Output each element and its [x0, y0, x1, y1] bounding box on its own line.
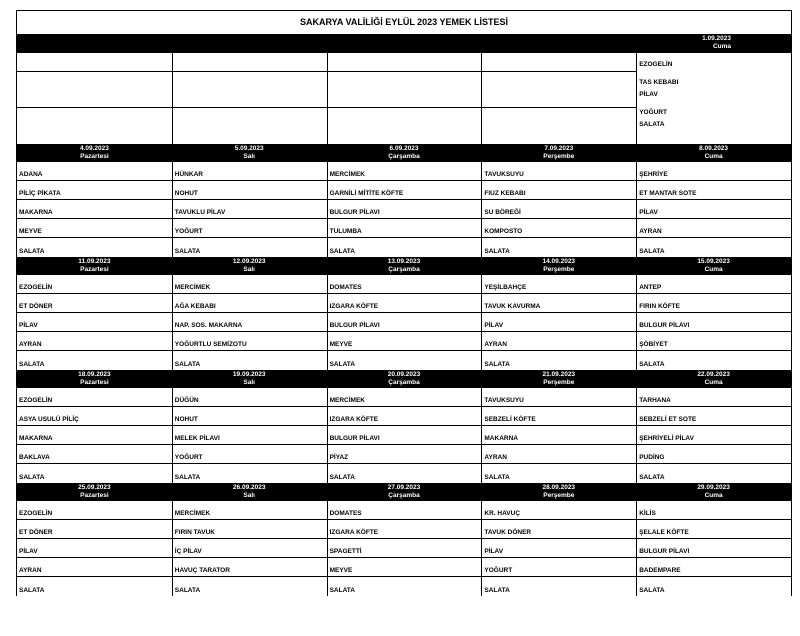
menu-item: AYRAN	[636, 219, 791, 238]
menu-item: YOĞURT	[481, 558, 636, 577]
menu-item: PİLİÇ PİKATA	[17, 181, 172, 200]
menu-row	[17, 313, 791, 332]
menu-item: ŞÖBİYET	[636, 332, 791, 351]
menu-item: SALATA	[481, 351, 636, 370]
menu-item: SPAGETTİ	[327, 539, 482, 558]
day-header	[636, 144, 791, 162]
menu-row	[17, 219, 791, 238]
day-date: 1.09.2023	[702, 35, 731, 42]
day-date: 28.09.2023	[542, 484, 576, 491]
menu-item: PİLAV	[481, 539, 636, 558]
day-name: Perşembe	[543, 266, 575, 273]
day-date: 25.09.2023	[78, 484, 111, 491]
menu-sheet	[16, 10, 792, 596]
menu-item: TAVUKSUYU	[481, 388, 636, 407]
menu-item: SALATA	[172, 577, 327, 596]
menu-item: YEŞİLBAHÇE	[481, 275, 636, 294]
menu-item: ŞEHRİYE	[636, 162, 791, 181]
menu-item: YOĞURTLU SEMİZOTU	[172, 332, 327, 351]
day-date: 21.09.2023	[542, 371, 576, 378]
day-date: 11.09.2023	[78, 258, 111, 265]
day-name: Salı	[243, 379, 255, 386]
menu-item: EZOGELİN	[17, 501, 172, 520]
menu-row	[17, 238, 791, 257]
day-header	[17, 257, 172, 275]
menu-item: SALATA	[636, 351, 791, 370]
week-body	[17, 388, 791, 483]
menu-item: TAVUKLU PİLAV	[172, 200, 327, 219]
day-date: 4.09.2023	[79, 145, 109, 152]
menu-item: ET DÖNER	[17, 294, 172, 313]
menu-item: AYRAN	[17, 332, 172, 351]
day-header	[327, 144, 482, 162]
menu-item: MERCİMEK	[172, 275, 327, 294]
day-name: Pazartesi	[80, 266, 109, 273]
empty-day-column	[17, 52, 172, 144]
menu-item: SALATA	[636, 464, 791, 483]
day-date: 7.09.2023	[544, 145, 574, 152]
menu-item: AYRAN	[17, 558, 172, 577]
menu-item: ŞELALE KÖFTE	[636, 520, 791, 539]
menu-item: SALATA	[481, 577, 636, 596]
menu-item: SALATA	[639, 121, 665, 128]
day-header	[636, 483, 791, 501]
menu-row	[17, 275, 791, 294]
menu-item: PİLAV	[639, 91, 658, 98]
menu-item: SALATA	[327, 351, 482, 370]
menu-item: IZGARA KÖFTE	[327, 294, 482, 313]
menu-item: MERCİMEK	[327, 388, 482, 407]
menu-item: SALATA	[636, 238, 791, 257]
day-date: 14.09.2023	[542, 258, 576, 265]
menu-item: ANTEP	[636, 275, 791, 294]
menu-item: HÜNKAR	[172, 162, 327, 181]
menu-item: ET MANTAR SOTE	[636, 181, 791, 200]
day-header	[17, 370, 172, 388]
menu-item: TAVUK DÖNER	[481, 520, 636, 539]
day-name: Çarşamba	[388, 266, 420, 273]
day-header	[636, 257, 791, 275]
menu-item: PUDİNG	[636, 445, 791, 464]
week-body	[17, 162, 791, 257]
menu-item: PİLAV	[481, 313, 636, 332]
menu-item: BAKLAVA	[17, 445, 172, 464]
menu-item: MAKARNA	[481, 426, 636, 445]
menu-item: MAKARNA	[17, 200, 172, 219]
menu-row	[17, 520, 791, 539]
menu-item: MELEK PİLAVI	[172, 426, 327, 445]
menu-item: MEYVE	[327, 558, 482, 577]
menu-item: SALATA	[172, 351, 327, 370]
menu-item: MERCİMEK	[327, 162, 482, 181]
menu-row	[17, 577, 791, 596]
menu-item: SEBZELİ ET SOTE	[636, 407, 791, 426]
menu-item: SALATA	[327, 238, 482, 257]
menu-item: PİLAV	[17, 539, 172, 558]
day-date: 27.09.2023	[387, 484, 421, 491]
day-header	[172, 257, 327, 275]
menu-item: SALATA	[19, 587, 45, 594]
day-name: Salı	[243, 266, 255, 273]
week-body	[17, 501, 791, 596]
menu-item: FIUZ KEBABI	[481, 181, 636, 200]
menu-item: AYRAN	[481, 332, 636, 351]
menu-item: ASYA USULÜ PİLİÇ	[17, 407, 172, 426]
menu-item: PİLAV	[636, 200, 791, 219]
menu-item: SALATA	[172, 464, 327, 483]
day-date: 19.09.2023	[232, 371, 266, 378]
menu-item: YOĞURT	[639, 109, 667, 116]
menu-item: IZGARA KÖFTE	[327, 407, 482, 426]
menu-row	[17, 332, 791, 351]
day-name: Perşembe	[543, 492, 575, 499]
menu-item: MERCİMEK	[172, 501, 327, 520]
day-header	[481, 370, 636, 388]
menu-item: DÜĞÜN	[172, 388, 327, 407]
menu-item: SALATA	[19, 248, 45, 255]
day-date: 18.09.2023	[78, 371, 111, 378]
menu-item: SALATA	[636, 577, 791, 596]
menu-item: EZOGELİN	[17, 388, 172, 407]
day-date: 29.09.2023	[697, 484, 730, 491]
day-header	[636, 370, 791, 388]
day-date: 8.09.2023	[699, 145, 729, 152]
menu-item: KOMPOSTO	[481, 219, 636, 238]
menu-item: ŞEHRİYELİ PİLAV	[636, 426, 791, 445]
day-column	[636, 52, 791, 144]
menu-item: AYRAN	[481, 445, 636, 464]
menu-item: SALATA	[19, 361, 45, 368]
menu-item: PİYAZ	[327, 445, 482, 464]
menu-item: TAVUK KAVURMA	[481, 294, 636, 313]
menu-item: TULUMBA	[327, 219, 482, 238]
empty-day-column	[481, 52, 636, 144]
day-name: Çarşamba	[388, 379, 420, 386]
menu-item: TAS KEBABI	[639, 79, 679, 86]
menu-row	[17, 445, 791, 464]
menu-item: EZOGELİN	[17, 275, 172, 294]
day-header	[327, 370, 482, 388]
day-header	[481, 257, 636, 275]
day-header	[481, 144, 636, 162]
menu-item: TARHANA	[636, 388, 791, 407]
menu-item: MAKARNA	[17, 426, 172, 445]
menu-item: ADANA	[17, 162, 172, 181]
menu-row	[17, 558, 791, 577]
menu-item: YOĞURT	[172, 445, 327, 464]
week-1-header	[17, 34, 791, 52]
menu-item: DOMATES	[327, 275, 482, 294]
menu-item: SALATA	[327, 577, 482, 596]
day-name: Perşembe	[543, 153, 575, 160]
menu-item: AĞA KEBABI	[172, 294, 327, 313]
day-date: 15.09.2023	[697, 258, 730, 265]
day-header	[17, 144, 172, 162]
empty-day-column	[327, 52, 482, 144]
menu-item: BADEMPARE	[636, 558, 791, 577]
week-header	[17, 370, 791, 388]
day-name: Çarşamba	[388, 492, 420, 499]
menu-item: SEBZELİ KÖFTE	[481, 407, 636, 426]
menu-item: NOHUT	[172, 181, 327, 200]
menu-item: BULGUR PİLAVI	[327, 426, 482, 445]
week-header	[17, 483, 791, 501]
menu-item: HAVUÇ TARATOR	[172, 558, 327, 577]
day-header	[636, 34, 791, 52]
week-1-body	[17, 52, 791, 144]
day-name: Salı	[243, 492, 255, 499]
day-header	[172, 483, 327, 501]
day-header	[327, 257, 482, 275]
day-header	[17, 483, 172, 501]
menu-item: FIRIN TAVUK	[172, 520, 327, 539]
menu-item: YOĞURT	[172, 219, 327, 238]
menu-item: MEYVE	[327, 332, 482, 351]
menu-row	[17, 388, 791, 407]
day-date: 20.09.2023	[387, 371, 421, 378]
day-name: Çarşamba	[388, 153, 420, 160]
menu-item: FIRIN KÖFTE	[636, 294, 791, 313]
menu-row	[17, 200, 791, 219]
menu-row	[17, 162, 791, 181]
menu-item: BULGUR PİLAVI	[327, 200, 482, 219]
menu-item: NAP. SOS. MAKARNA	[172, 313, 327, 332]
menu-item: SALATA	[481, 238, 636, 257]
day-name: Pazartesi	[80, 153, 109, 160]
day-name: Perşembe	[543, 379, 575, 386]
menu-item: SALATA	[327, 464, 482, 483]
day-date: 26.09.2023	[232, 484, 266, 491]
menu-item: SALATA	[481, 464, 636, 483]
day-name: Pazartesi	[80, 492, 109, 499]
day-header	[172, 144, 327, 162]
week-body	[17, 275, 791, 370]
day-header	[172, 370, 327, 388]
day-name: Pazartesi	[80, 379, 109, 386]
menu-row	[17, 464, 791, 483]
menu-item: SU BÖREĞİ	[481, 200, 636, 219]
menu-row	[17, 407, 791, 426]
menu-item: BULGUR PİLAVI	[636, 313, 791, 332]
day-date: 22.09.2023	[697, 371, 730, 378]
menu-row	[17, 181, 791, 200]
menu-item: NOHUT	[172, 407, 327, 426]
day-date: 6.09.2023	[389, 145, 419, 152]
day-name: Cuma	[704, 153, 723, 160]
menu-row	[17, 294, 791, 313]
menu-item: SALATA	[172, 238, 327, 257]
day-name: Cuma	[704, 266, 723, 273]
menu-item: KR. HAVUÇ	[481, 501, 636, 520]
week-header	[17, 257, 791, 275]
menu-row	[17, 426, 791, 445]
menu-item: EZOGELİN	[639, 61, 673, 68]
menu-item: TAVUKSUYU	[481, 162, 636, 181]
menu-item: ET DÖNER	[17, 520, 172, 539]
page-title: SAKARYA VALİLİĞİ EYLÜL 2023 YEMEK LİSTESİ	[17, 10, 791, 34]
menu-item: GARNİLİ MİTİTE KÖFTE	[327, 181, 482, 200]
menu-item: BULGUR PİLAVI	[327, 313, 482, 332]
day-date: 5.09.2023	[234, 145, 264, 152]
empty-day-column	[172, 52, 327, 144]
day-date: 12.09.2023	[232, 258, 266, 265]
menu-item: KİLİS	[636, 501, 791, 520]
menu-item: MEYVE	[17, 219, 172, 238]
day-header	[327, 483, 482, 501]
menu-row	[17, 351, 791, 370]
day-header	[481, 483, 636, 501]
week-header	[17, 144, 791, 162]
menu-item: PİLAV	[17, 313, 172, 332]
weeks-container	[17, 144, 791, 596]
menu-row	[17, 501, 791, 520]
menu-item: IZGARA KÖFTE	[327, 520, 482, 539]
menu-item: BULGUR PİLAVI	[636, 539, 791, 558]
menu-item: İÇ PİLAV	[172, 539, 327, 558]
day-name: Cuma	[704, 492, 723, 499]
day-date: 13.09.2023	[387, 258, 421, 265]
menu-row	[17, 539, 791, 558]
day-name: Cuma	[704, 379, 723, 386]
day-name: Salı	[243, 153, 255, 160]
day-name: Cuma	[712, 43, 731, 50]
menu-item: DOMATES	[327, 501, 482, 520]
menu-item: SALATA	[19, 474, 45, 481]
